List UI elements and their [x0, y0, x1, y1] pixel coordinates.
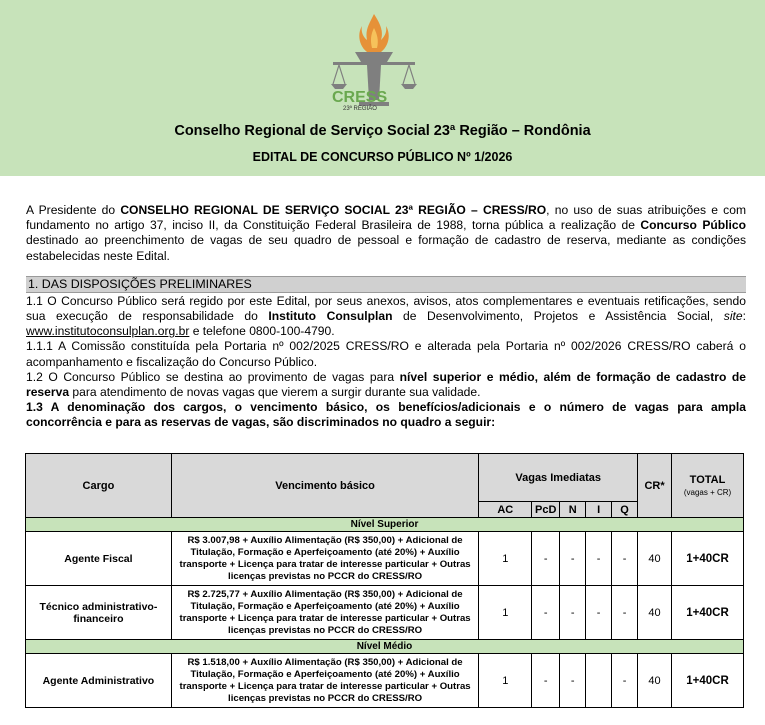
header-ac: AC — [479, 502, 532, 518]
row-ac: 1 — [479, 586, 532, 640]
row-pcd: - — [532, 532, 560, 586]
row-q: - — [612, 654, 638, 708]
row-cargo: Agente Administrativo — [26, 654, 172, 708]
row-i — [586, 654, 612, 708]
row-q: - — [612, 586, 638, 640]
row-q: - — [612, 532, 638, 586]
paragraph-1-1: 1.1 O Concurso Público será regido por este Edital, por seus anexos, avisos, atos complementares e eventuais retificações, sendo sua execução de responsabilidade do Instituto Consulplan de Desenvolvimento, Projetos e Assistência Social, site: www.institutoconsulplan.org.br e telefone 0800-100-4790. — [26, 293, 746, 339]
section-heading: 1. DAS DISPOSIÇÕES PRELIMINARES — [26, 276, 746, 293]
level-medio: Nível Médio — [26, 640, 744, 654]
row-ac: 1 — [479, 654, 532, 708]
row-n: - — [560, 586, 586, 640]
row-total: 1+40CR — [672, 654, 744, 708]
row-cr: 40 — [638, 586, 672, 640]
consulplan-link[interactable]: www.institutoconsulplan.org.br — [26, 324, 190, 339]
header-cargo: Cargo — [26, 454, 172, 518]
level-superior: Nível Superior — [26, 518, 744, 532]
table-row — [26, 654, 744, 708]
row-vencimento: R$ 3.007,98 + Auxílio Alimentação (R$ 350,00) + Adicional de Titulação, Formação e Aperfeiçoamento (até 20%) + Auxílio transporte + Licença para tratar de interesse particular + Outras licenças previstas no PCCR do CRESS/RO — [171, 532, 478, 586]
cress-logo — [329, 10, 419, 110]
header-q: Q — [612, 502, 638, 518]
row-n: - — [560, 654, 586, 708]
row-cargo: Técnico administrativo-financeiro — [26, 586, 172, 640]
vacancies-table — [25, 453, 744, 708]
header-n: N — [560, 502, 586, 518]
row-cargo: Agente Fiscal — [26, 532, 172, 586]
svg-text:CRESS: CRESS — [332, 89, 388, 106]
row-i: - — [586, 532, 612, 586]
row-i: - — [586, 586, 612, 640]
header-pcd: PcD — [532, 502, 560, 518]
header-vencimento: Vencimento básico — [171, 454, 478, 518]
paragraph-1-2: 1.2 O Concurso Público se destina ao provimento de vagas para nível superior e médio, além de formação de cadastro de reserva para atendimento de novas vagas que vierem a surgir durante sua validade. — [26, 369, 746, 400]
header-vagas: Vagas Imediatas — [479, 454, 638, 502]
header-cr: CR* — [638, 454, 672, 518]
row-vencimento: R$ 1.518,00 + Auxílio Alimentação (R$ 350,00) + Adicional de Titulação, Formação e Aperfeiçoamento (até 20%) + Auxílio transporte + Licença para tratar de interesse particular + Outras licenças previstas no PCCR do CRESS/RO — [171, 654, 478, 708]
row-total: 1+40CR — [672, 532, 744, 586]
row-total: 1+40CR — [672, 586, 744, 640]
row-pcd: - — [532, 586, 560, 640]
document-body — [26, 203, 746, 431]
row-vencimento: R$ 2.725,77 + Auxílio Alimentação (R$ 350,00) + Adicional de Titulação, Formação e Aperfeiçoamento (até 20%) + Auxílio transporte + Licença para tratar de interesse particular + Outras licenças previstas no PCCR do CRESS/RO — [171, 586, 478, 640]
svg-text:23ª REGIÃO: 23ª REGIÃO — [343, 106, 377, 110]
header-i: I — [586, 502, 612, 518]
row-cr: 40 — [638, 654, 672, 708]
edital-title: EDITAL DE CONCURSO PÚBLICO Nº 1/2026 — [252, 150, 513, 164]
row-ac: 1 — [479, 532, 532, 586]
paragraph-1-3: 1.3 A denominação dos cargos, o vencimento básico, os benefícios/adicionais e o número de vagas para ampla concorrência e para as reservas de vagas, são discriminados no quadro a seguir: — [26, 400, 746, 430]
header-total: TOTAL (vagas + CR) — [672, 454, 744, 518]
row-n: - — [560, 532, 586, 586]
intro-paragraph: A Presidente do CONSELHO REGIONAL DE SERVIÇO SOCIAL 23ª REGIÃO – CRESS/RO, no uso de suas atribuições e com fundamento no artigo 37, inciso II, da Constituição Federal Brasileira de 1988, torna pública a realização de Concurso Público destinado ao preenchimento de vagas de seu quadro de pessoal e formação de cadastro de reserva, mediante as condições estabelecidas neste Edital. — [26, 203, 747, 263]
table-row — [26, 532, 744, 586]
paragraph-1-1-1: 1.1.1 A Comissão constituída pela Portaria nº 002/2025 CRESS/RO e alterada pela Portaria nº 002/2026 CRESS/RO caberá o acompanhamento e fiscalização do Concurso Público. — [26, 339, 746, 369]
table-row — [26, 586, 744, 640]
row-cr: 40 — [638, 532, 672, 586]
council-title: Conselho Regional de Serviço Social 23ª Região – Rondônia — [174, 123, 591, 139]
row-pcd: - — [532, 654, 560, 708]
header-band — [0, 0, 765, 176]
